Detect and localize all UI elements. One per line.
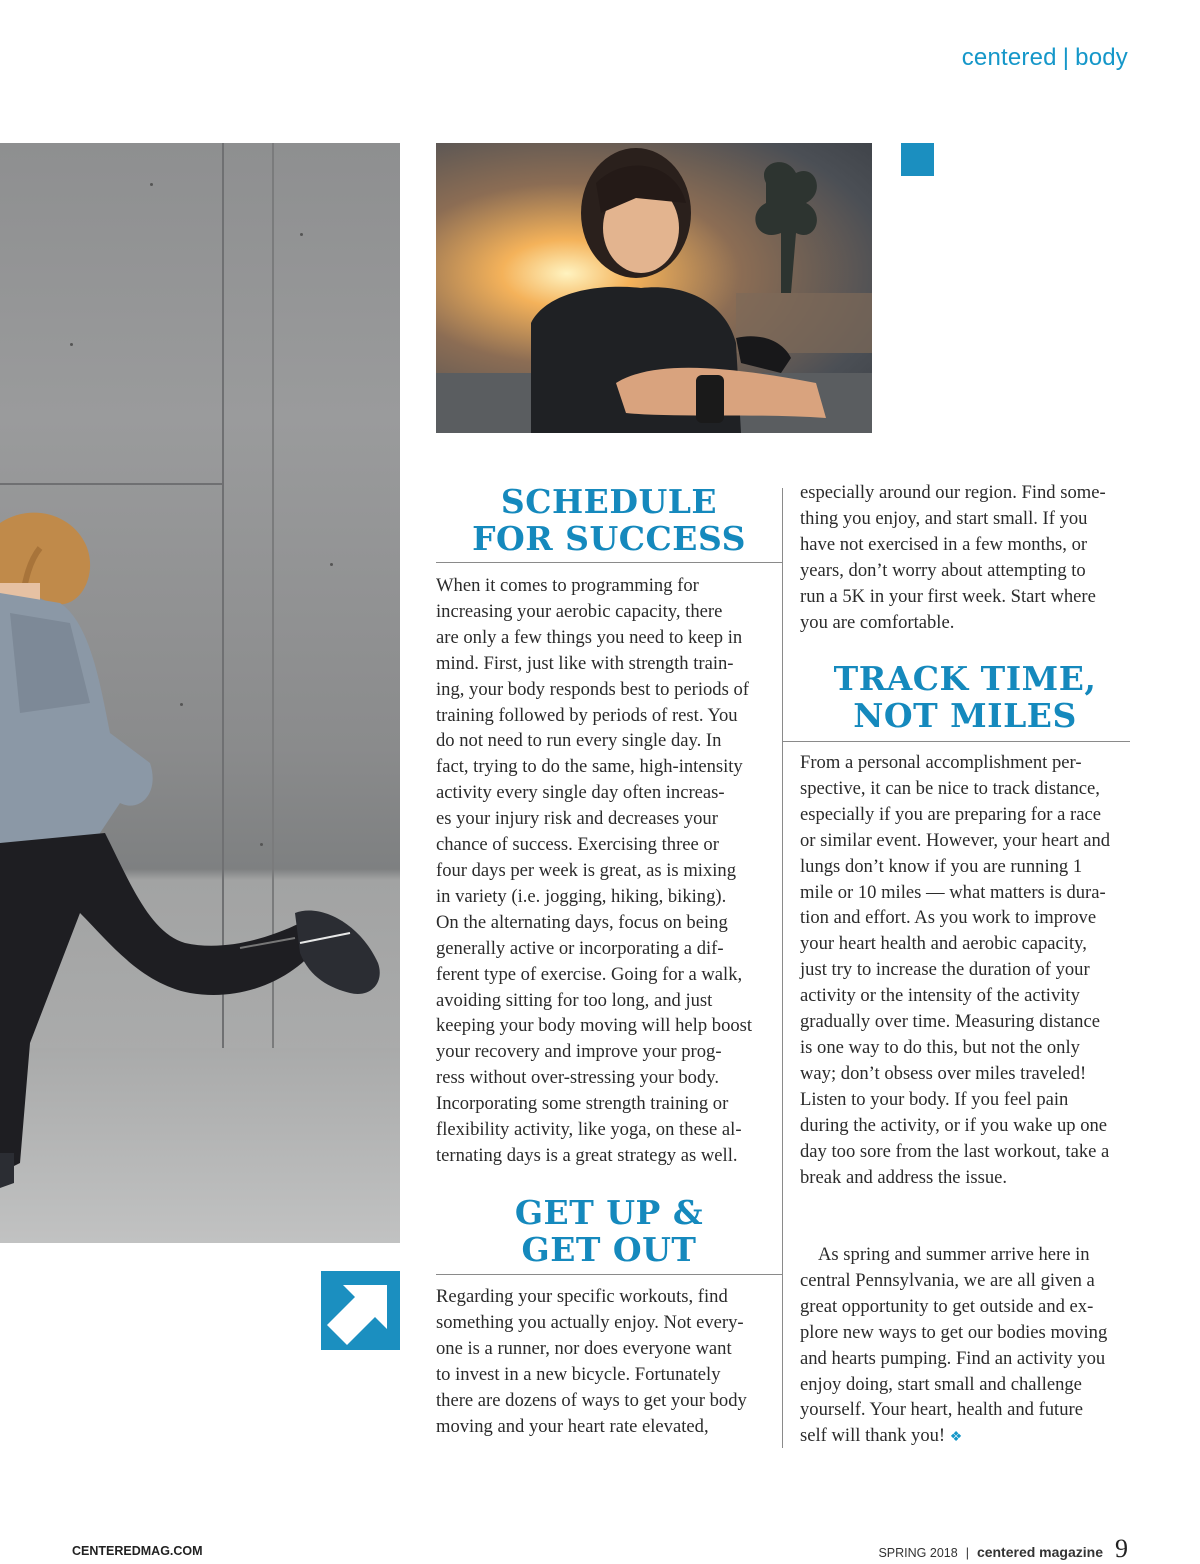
text-line: activity every single day often increas- xyxy=(436,782,725,804)
text-line: mind. First, just like with strength train- xyxy=(436,652,734,674)
text-line: chance of success. Exercising three or xyxy=(436,834,719,856)
text-line: your recovery and improve your prog- xyxy=(436,1041,722,1063)
text-line: plore new ways to get our bodies moving xyxy=(800,1321,1108,1343)
text-line: way; don’t obsess over miles traveled! xyxy=(800,1062,1087,1084)
closing-body xyxy=(800,1242,1130,1451)
text-line: is one way to do this, but not the only xyxy=(800,1036,1080,1058)
text-line: your heart health and aerobic capacity, xyxy=(800,933,1087,955)
footer-magazine-name: centered magazine xyxy=(976,1544,1103,1560)
text-line: yourself. Your heart, health and future xyxy=(800,1399,1083,1421)
text-line: in variety (i.e. jogging, hiking, biking). xyxy=(436,885,727,907)
text-line xyxy=(800,1423,1130,1451)
text-line: fact, trying to do the same, high-intensity xyxy=(436,756,743,778)
text-line: break and address the issue. xyxy=(800,1166,1008,1188)
text-line: increasing your aerobic capacity, there xyxy=(436,600,723,622)
heading-rule xyxy=(783,741,1130,742)
runner-figure xyxy=(0,143,400,1243)
column-divider xyxy=(782,488,783,1448)
watch-photo xyxy=(436,143,872,433)
text-line: mile or 10 miles — what matters is dura- xyxy=(800,881,1106,903)
square-accent-icon xyxy=(901,143,934,176)
heading-line: GET OUT xyxy=(521,1230,697,1269)
text-line: years, don’t worry about attempting to xyxy=(800,559,1086,581)
text-line: do not need to run every single day. In xyxy=(436,730,722,752)
text-line: ing, your body responds best to periods of xyxy=(436,678,749,700)
text-line: Listen to your body. If you feel pain xyxy=(800,1088,1069,1110)
arrow-up-right-icon xyxy=(321,1271,400,1350)
text-line: during the activity, or if you wake up one xyxy=(800,1114,1108,1136)
text-line: As spring and summer arrive here in xyxy=(818,1244,1090,1265)
text-line: great opportunity to get outside and ex- xyxy=(800,1295,1094,1317)
heading-rule xyxy=(436,562,782,563)
runner-photo xyxy=(0,143,400,1243)
heading-line: SCHEDULE xyxy=(500,482,718,521)
footer-website: CENTEREDMAG.COM xyxy=(72,1544,203,1558)
text-line: When it comes to programming for xyxy=(436,575,699,596)
section-name: centered xyxy=(961,44,1057,71)
footer-separator: | xyxy=(965,1546,969,1560)
text-line: avoiding sitting for too long, and just xyxy=(436,989,713,1011)
subsection-name: body xyxy=(1075,44,1128,71)
text-line: ress without over-stressing your body. xyxy=(436,1067,719,1089)
text-line: especially around our region. Find some- xyxy=(800,482,1106,503)
text-line: something you actually enjoy. Not every- xyxy=(436,1311,744,1333)
text-line: Incorporating some strength training or xyxy=(436,1093,729,1115)
text-line: and hearts pumping. Find an activity you xyxy=(800,1347,1106,1369)
text-line: lungs don’t know if you are running 1 xyxy=(800,855,1083,877)
footer-folio xyxy=(878,1534,1128,1564)
text-line: thing you enjoy, and start small. If you xyxy=(800,507,1088,529)
heading-line: GET UP & xyxy=(514,1193,704,1232)
heading-track-time-not-miles xyxy=(800,660,1130,734)
text-line: day too sore from the last workout, take a xyxy=(800,1140,1110,1162)
track-body xyxy=(800,750,1130,1190)
heading-rule xyxy=(436,1274,782,1275)
text-line: flexibility activity, like yoga, on these al- xyxy=(436,1119,742,1141)
text-line: or similar event. However, your heart and xyxy=(800,829,1111,851)
heading-schedule-for-success xyxy=(436,483,782,557)
text-line: spective, it can be nice to track distance, xyxy=(800,777,1100,799)
text-line: have not exercised in a few months, or xyxy=(800,533,1088,555)
text-line: you are comfortable. xyxy=(800,611,955,633)
text-line: there are dozens of ways to get your body xyxy=(436,1389,747,1411)
schedule-body xyxy=(436,573,782,1169)
text-line: ferent type of exercise. Going for a walk, xyxy=(436,963,743,985)
text-line: ternating days is a great strategy as well. xyxy=(436,1144,738,1166)
text-line: tion and effort. As you work to improve xyxy=(800,907,1097,929)
text-line: activity or the intensity of the activity xyxy=(800,985,1080,1007)
getup-body xyxy=(436,1284,782,1439)
heading-get-up-get-out xyxy=(436,1194,782,1268)
text-line: On the alternating days, focus on being xyxy=(436,911,728,933)
text-fragment: self will thank you! xyxy=(800,1425,946,1447)
text-line: training followed by periods of rest. You xyxy=(436,704,738,726)
section-separator: | xyxy=(1062,44,1070,71)
heading-line: TRACK TIME, xyxy=(833,659,1097,698)
text-line: keeping your body moving will help boost xyxy=(436,1015,753,1037)
page-number: 9 xyxy=(1115,1534,1128,1563)
text-line: are only a few things you need to keep in xyxy=(436,626,743,648)
text-line: gradually over time. Measuring distance xyxy=(800,1011,1100,1033)
text-line: generally active or incorporating a dif- xyxy=(436,937,724,959)
footer-issue: SPRING 2018 xyxy=(878,1546,958,1560)
text-line: es your injury risk and decreases your xyxy=(436,808,718,830)
text-line: moving and your heart rate elevated, xyxy=(436,1415,709,1437)
text-line: central Pennsylvania, we are all given a xyxy=(800,1269,1095,1291)
text-line: enjoy doing, start small and challenge xyxy=(800,1373,1082,1395)
text-line: four days per week is great, as is mixing xyxy=(436,859,737,881)
text-line: Regarding your specific workouts, find xyxy=(436,1286,728,1307)
end-mark-icon: ❖ xyxy=(949,1430,963,1446)
text-line: run a 5K in your first week. Start where xyxy=(800,585,1096,607)
text-line: From a personal accomplishment per- xyxy=(800,752,1082,773)
heading-line: FOR SUCCESS xyxy=(472,519,746,558)
text-line: especially if you are preparing for a race xyxy=(800,803,1101,825)
getup-continued-body xyxy=(800,480,1130,635)
heading-line: NOT MILES xyxy=(853,696,1077,735)
section-tag xyxy=(962,44,1128,72)
text-line: one is a runner, nor does everyone want xyxy=(436,1337,732,1359)
watch-scene xyxy=(436,143,872,433)
text-line: just try to increase the duration of your xyxy=(800,959,1090,981)
text-line: to invest in a new bicycle. Fortunately xyxy=(436,1363,721,1385)
